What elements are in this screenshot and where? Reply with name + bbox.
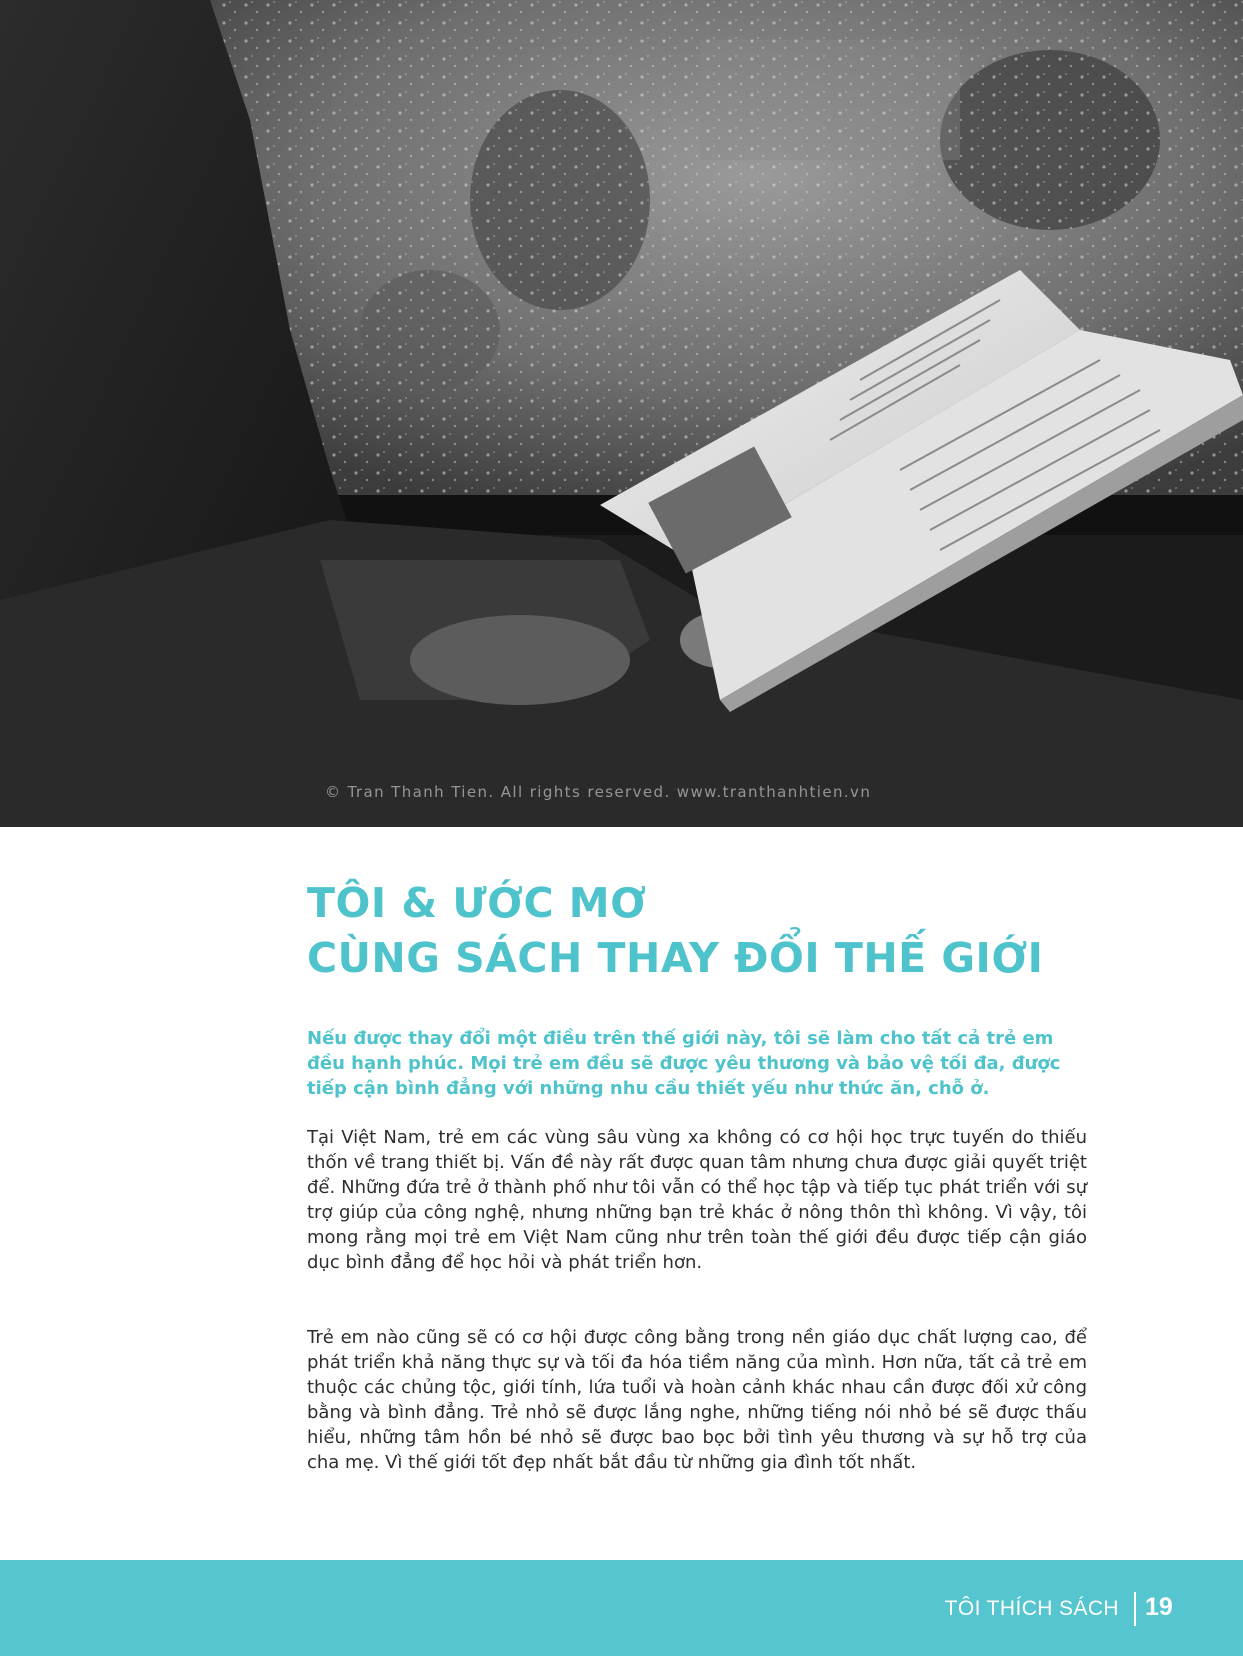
reading-on-bus-image xyxy=(0,0,1243,827)
article-title xyxy=(307,876,1127,986)
footer-band xyxy=(0,1560,1243,1656)
title-line-2: CÙNG SÁCH THAY ĐỔI THẾ GIỚI xyxy=(307,934,1044,982)
body-paragraph-2: Trẻ em nào cũng sẽ có cơ hội được công bằng trong nền giáo dục chất lượng cao, để phát triển khả năng thực sự và tối đa hóa tiềm năng của mình. Hơn nữa, tất cả trẻ em thuộc các chủng tộc, giới tính, lứa tuổi và hoàn cảnh khác nhau cần được đối xử công bằng và bình đẳng. Trẻ nhỏ sẽ được lắng nghe, những tiếng nói nhỏ bé sẽ được thấu hiểu, những tâm hồn bé nhỏ sẽ được bao bọc bởi tình yêu thương và sự hỗ trợ của cha mẹ. Vì thế giới tốt đẹp nhất bắt đầu từ những gia đình tốt nhất. xyxy=(307,1327,1087,1473)
body-paragraph-1: Tại Việt Nam, trẻ em các vùng sâu vùng xa không có cơ hội học trực tuyến do thiếu thốn về trang thiết bị. Vấn đề này rất được quan tâm nhưng chưa được giải quyết triệt để. Những đứa trẻ ở thành phố như tôi vẫn có thể học tập và tiếp tục phát triển với sự trợ giúp của công nghệ, nhưng những bạn trẻ khác ở nông thôn thì không. Vì vậy, tôi mong rằng mọi trẻ em Việt Nam cũng như trên toàn thế giới đều được tiếp cận giáo dục bình đẳng để học hỏi và phát triển hơn. xyxy=(307,1127,1087,1273)
photo-watermark: © Tran Thanh Tien. All rights reserved. www.tranthanhtien.vn xyxy=(325,783,872,801)
hero-photo xyxy=(0,0,1243,827)
section-label: TÔI THÍCH SÁCH xyxy=(944,1597,1119,1620)
title-line-1: TÔI & ƯỚC MƠ xyxy=(307,879,647,927)
page-number: 19 xyxy=(1145,1593,1173,1621)
lead-paragraph: Nếu được thay đổi một điều trên thế giới này, tôi sẽ làm cho tất cả trẻ em đều hạnh phúc. Mọi trẻ em đều sẽ được yêu thương và bảo vệ tối đa, được tiếp cận bình đẳng với những nhu cầu thiết yếu như thức ăn, chỗ ở. xyxy=(307,1028,1061,1099)
footer-divider xyxy=(1134,1592,1136,1626)
